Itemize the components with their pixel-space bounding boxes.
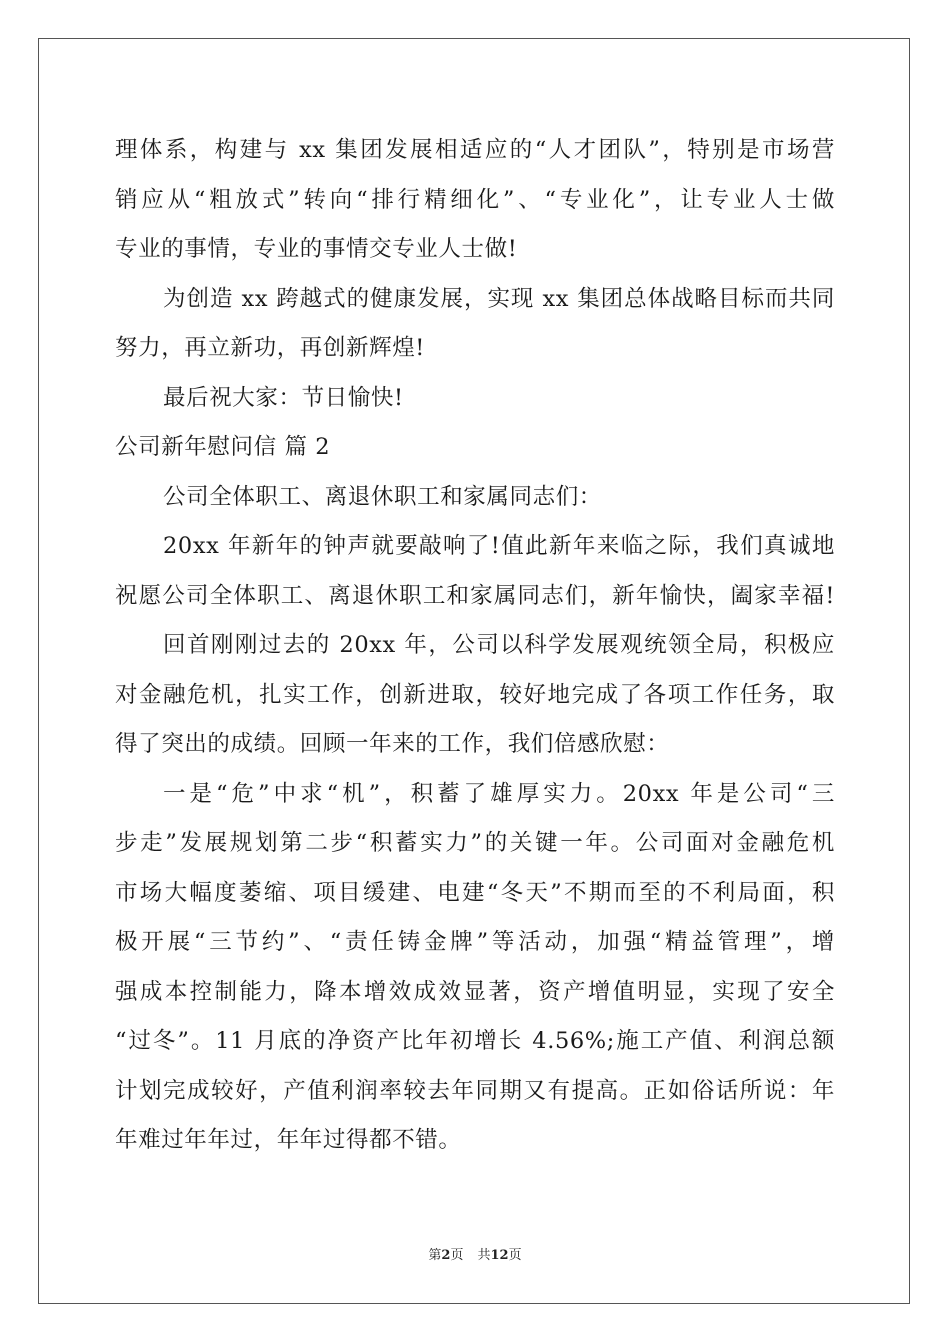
paragraph-line: “过冬”。11 月底的净资产比年初增长 4.56%;施工产值、利润总额 <box>115 1028 835 1054</box>
paragraph-line: 步走”发展规划第二步“积蓄实力”的关键一年。公司面对金融危机 <box>115 830 835 856</box>
page-total: 12 <box>490 1248 509 1263</box>
paragraph-line: 得了突出的成绩。回顾一年来的工作，我们倍感欣慰： <box>115 731 670 757</box>
page-footer <box>0 1244 950 1263</box>
paragraph-line: 努力，再立新功，再创新辉煌! <box>115 335 425 361</box>
document-body <box>115 126 835 1166</box>
page-suffix: 页 <box>450 1248 464 1263</box>
paragraph-line: 市场大幅度萎缩、项目缓建、电建“冬天”不期而至的不利局面，积 <box>115 879 835 906</box>
paragraph-line: 祝愿公司全体职工、离退休职工和家属同志们，新年愉快，阖家幸福! <box>115 582 835 609</box>
paragraph-line: 理体系，构建与 xx 集团发展相适应的“人才团队”，特别是市场营 <box>115 137 835 163</box>
paragraph-line: 计划完成较好，产值利润率较去年同期又有提高。正如俗话所说：年 <box>115 1077 835 1104</box>
total-suffix: 页 <box>508 1248 522 1263</box>
page-prefix: 第 <box>428 1248 442 1263</box>
paragraph-line: 专业的事情，专业的事情交专业人士做! <box>115 236 518 262</box>
section-heading: 公司新年慰问信 篇 2 <box>115 434 331 460</box>
paragraph-line: 销应从“粗放式”转向“排行精细化”、“专业化”，让专业人士做 <box>115 186 835 213</box>
paragraph-line: 20xx 年新年的钟声就要敲响了!值此新年来临之际，我们真诚地 <box>163 533 835 559</box>
paragraph-line: 为创造 xx 跨越式的健康发展，实现 xx 集团总体战略目标而共同 <box>163 285 835 312</box>
total-prefix: 共 <box>477 1248 491 1263</box>
paragraph-line: 极开展“三节约”、“责任铸金牌”等活动，加强“精益管理”，增 <box>115 929 835 955</box>
paragraph-line: 对金融危机，扎实工作，创新进取，较好地完成了各项工作任务，取 <box>115 681 835 708</box>
paragraph-line: 年难过年年过，年年过得都不错。 <box>115 1127 462 1153</box>
paragraph-line: 强成本控制能力，降本增效成效显著，资产增值明显，实现了安全 <box>115 978 835 1005</box>
page-current: 2 <box>441 1248 451 1263</box>
salutation-line: 公司全体职工、离退休职工和家属同志们： <box>163 483 602 510</box>
paragraph-line: 回首刚刚过去的 20xx 年，公司以科学发展观统领全局，积极应 <box>163 632 835 658</box>
paragraph-line: 一是“危”中求“机”，积蓄了雄厚实力。20xx 年是公司“三 <box>163 780 835 807</box>
paragraph-line: 最后祝大家：节日愉快! <box>163 384 404 411</box>
